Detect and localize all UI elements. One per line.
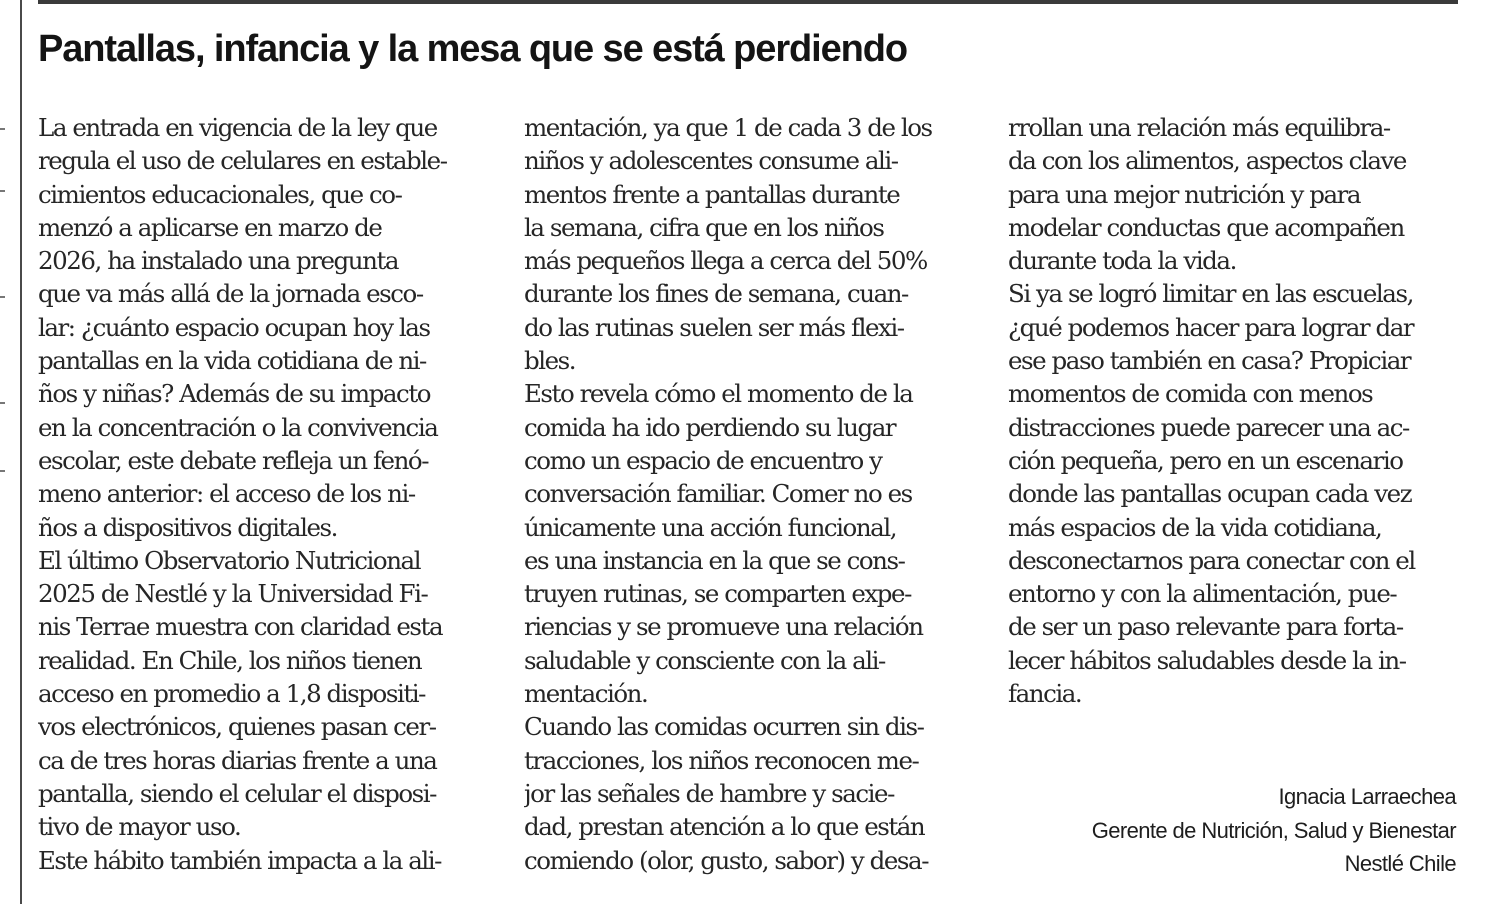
- article-line: de ser un paso relevante para forta-: [1008, 612, 1403, 642]
- article-line: bles.: [524, 346, 576, 376]
- article-line: La entrada en vigencia de la ley que: [38, 113, 437, 142]
- article-column-1: [38, 111, 493, 901]
- article-line: lar: ¿cuánto espacio ocupan hoy las: [38, 312, 430, 342]
- article-line: durante los fines de semana, cuan-: [524, 279, 908, 309]
- article-line: durante toda la vida.: [1008, 246, 1236, 276]
- article-line: ños y niñas? Además de su impacto: [38, 379, 431, 409]
- article-line: que va más allá de la jornada esco-: [38, 279, 423, 309]
- article-line: únicamente una acción funcional,: [524, 512, 897, 542]
- article-line: ¿qué podemos hacer para lograr dar: [1008, 312, 1414, 342]
- article-line: jor las señales de hambre y sacie-: [524, 778, 894, 808]
- article-line: mentación, ya que 1 de cada 3 de los: [524, 113, 932, 142]
- article-line: entorno y con la alimentación, pue-: [1008, 579, 1397, 609]
- article-line: menzó a aplicarse en marzo de: [38, 212, 382, 242]
- article-line: do las rutinas suelen ser más flexi-: [524, 312, 904, 342]
- article-headline: Pantallas, infancia y la mesa que se está perdiendo: [38, 28, 907, 70]
- article-line: comida ha ido perdiendo su lugar: [524, 412, 896, 442]
- margin-tick: [0, 128, 5, 130]
- article-line: tracciones, los niños reconocen me-: [524, 745, 919, 775]
- author-company: Nestlé Chile: [1344, 851, 1456, 876]
- article-line: Si ya se logró limitar en las escuelas,: [1008, 279, 1413, 309]
- margin-tick: [0, 402, 5, 404]
- article-line: 2026, ha instalado una pregunta: [38, 246, 398, 276]
- margin-tick: [0, 296, 5, 298]
- article-line: es una instancia en la que se cons-: [524, 545, 905, 575]
- article-line: mentación.: [524, 679, 648, 709]
- article-line: ca de tres horas diarias frente a una: [38, 745, 437, 775]
- article-line: modelar conductas que acompañen: [1008, 212, 1404, 242]
- article-line: ción pequeña, pero en un escenario: [1008, 445, 1403, 475]
- article-line: 2025 de Nestlé y la Universidad Fi-: [38, 579, 428, 609]
- article-line: Cuando las comidas ocurren sin dis-: [524, 712, 924, 742]
- article-line: rrollan una relación más equilibra-: [1008, 113, 1390, 142]
- article-line: conversación familiar. Comer no es: [524, 479, 912, 509]
- article-column-2: [524, 111, 976, 901]
- article-line: como un espacio de encuentro y: [524, 445, 882, 475]
- article-line: pantalla, siendo el celular el disposi-: [38, 778, 436, 808]
- margin-tick: [0, 190, 5, 192]
- article-line: Este hábito también impacta a la ali-: [38, 845, 441, 875]
- author-name: Ignacia Larraechea: [1278, 784, 1456, 809]
- author-signature: [1092, 780, 1456, 881]
- author-role: Gerente de Nutrición, Salud y Bienestar: [1091, 817, 1456, 843]
- article-line: momentos de comida con menos: [1008, 379, 1373, 409]
- margin-tick: [0, 470, 5, 472]
- article-line: fancia.: [1008, 679, 1082, 709]
- article-line: acceso en promedio a 1,8 dispositi-: [38, 679, 425, 709]
- article-line: El último Observatorio Nutricional: [38, 545, 421, 575]
- article-line: riencias y se promueve una relación: [524, 612, 923, 642]
- article-line: distracciones puede parecer una ac-: [1008, 412, 1409, 442]
- article-line: nis Terrae muestra con claridad esta: [38, 612, 443, 642]
- top-rule: [38, 0, 1458, 4]
- article-line: lecer hábitos saludables desde la in-: [1008, 645, 1406, 675]
- article-line: para una mejor nutrición y para: [1008, 179, 1361, 209]
- article-line: desconectarnos para conectar con el: [1008, 545, 1415, 575]
- article-line: niños y adolescentes consume ali-: [524, 146, 898, 176]
- article-line: saludable y consciente con la ali-: [524, 645, 885, 675]
- article-line: Esto revela cómo el momento de la: [524, 379, 913, 409]
- article-line: regula el uso de celulares en estable-: [38, 146, 447, 176]
- article-line: más espacios de la vida cotidiana,: [1008, 512, 1382, 542]
- article-line: da con los alimentos, aspectos clave: [1008, 146, 1406, 176]
- left-column-rule: [20, 0, 22, 904]
- article-line: dad, prestan atención a lo que están: [524, 812, 925, 842]
- article-line: tivo de mayor uso.: [38, 812, 241, 842]
- article-line: mentos frente a pantallas durante: [524, 179, 900, 209]
- article-line: en la concentración o la convivencia: [38, 412, 438, 442]
- article-line: ños a dispositivos digitales.: [38, 512, 337, 542]
- article-line: truyen rutinas, se comparten expe-: [524, 579, 911, 609]
- article-line: ese paso también en casa? Propiciar: [1008, 346, 1411, 376]
- article-line: vos electrónicos, quienes pasan cer-: [38, 712, 436, 742]
- article-line: realidad. En Chile, los niños tienen: [38, 645, 422, 675]
- article-line: meno anterior: el acceso de los ni-: [38, 479, 415, 509]
- article-line: pantallas en la vida cotidiana de ni-: [38, 346, 426, 376]
- article-line: más pequeños llega a cerca del 50%: [524, 246, 927, 276]
- article-line: escolar, este debate refleja un fenó-: [38, 445, 429, 475]
- article-line: donde las pantallas ocupan cada vez: [1008, 479, 1412, 509]
- article-line: comiendo (olor, gusto, sabor) y desa-: [524, 845, 929, 875]
- article-line: cimientos educacionales, que co-: [38, 179, 402, 209]
- article-line: la semana, cifra que en los niños: [524, 212, 884, 242]
